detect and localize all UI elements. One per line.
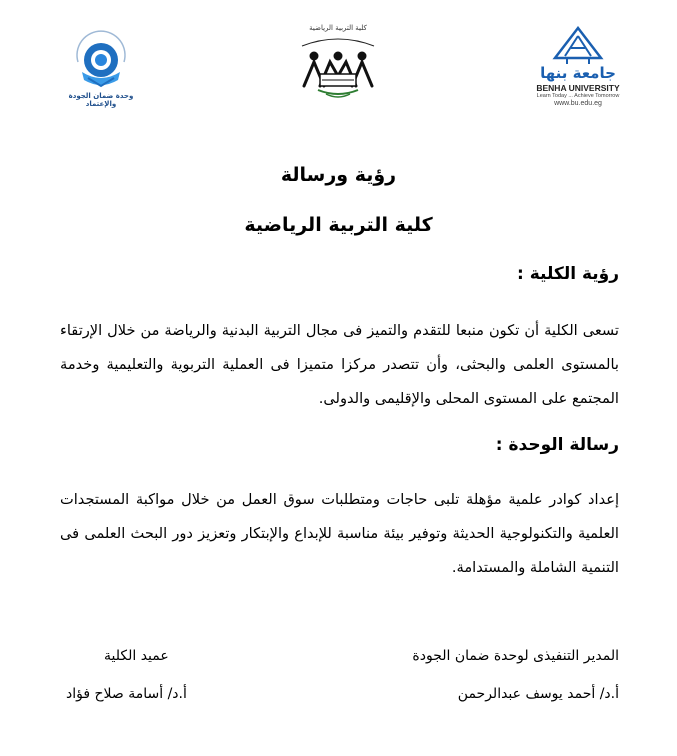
executive-director-name: أ.د/ أحمد يوسف عبدالرحمن <box>457 686 619 702</box>
dean-name: أ.د/ أسامة صلاح فؤاد <box>66 686 187 702</box>
quality-assurance-logo-icon <box>60 22 142 112</box>
vision-paragraph: تسعى الكلية أن تكون منبعا للتقدم والتميز فى مجال التربية البدنية والرياضة من خلال الإرتقاء بالمستوى العلمى والبحثى، وأن تتصدر مركزا متميزا فى العملية التربوية والتعليمية وخدمة المجتمع على المستوى المحلى والإقليمى والدولى. <box>60 322 619 407</box>
benha-website: www.bu.edu.eg <box>554 100 602 107</box>
document-title: رؤية ورسالة <box>280 164 397 186</box>
faculty-logo-caption: كلية التربية الرياضية <box>309 24 367 32</box>
faculty-title: كلية التربية الرياضية <box>244 214 433 236</box>
mission-heading: رسالة الوحدة : <box>495 435 619 455</box>
quality-logo-caption: وحدة ضمان الجودة والإعتماد <box>68 92 134 108</box>
faculty-physical-education-logo-icon <box>290 24 386 104</box>
executive-director-title: المدير التنفيذى لوحدة ضمان الجودة <box>412 648 619 664</box>
benha-slogan: Learn Today ... Achieve Tomorrow <box>536 93 620 99</box>
dean-title: عميد الكلية <box>104 648 169 664</box>
benha-english-name: BENHA UNIVERSITY <box>536 83 620 93</box>
benha-arabic-name: جامعة بنها <box>540 64 616 82</box>
mission-paragraph: إعداد كوادر علمية مؤهلة تلبى حاجات ومتطلبات سوق العمل من خلال مواكبة المستجدات العلمية والتكنولوجية الحديثة وتوفير بيئة مناسبة للإبداع والإبتكار وتعزيز دور البحث العلمى فى التنمية الشاملة والمستدامة. <box>60 491 619 576</box>
benha-university-logo-icon <box>535 26 621 108</box>
vision-heading: رؤية الكلية : <box>517 264 619 284</box>
